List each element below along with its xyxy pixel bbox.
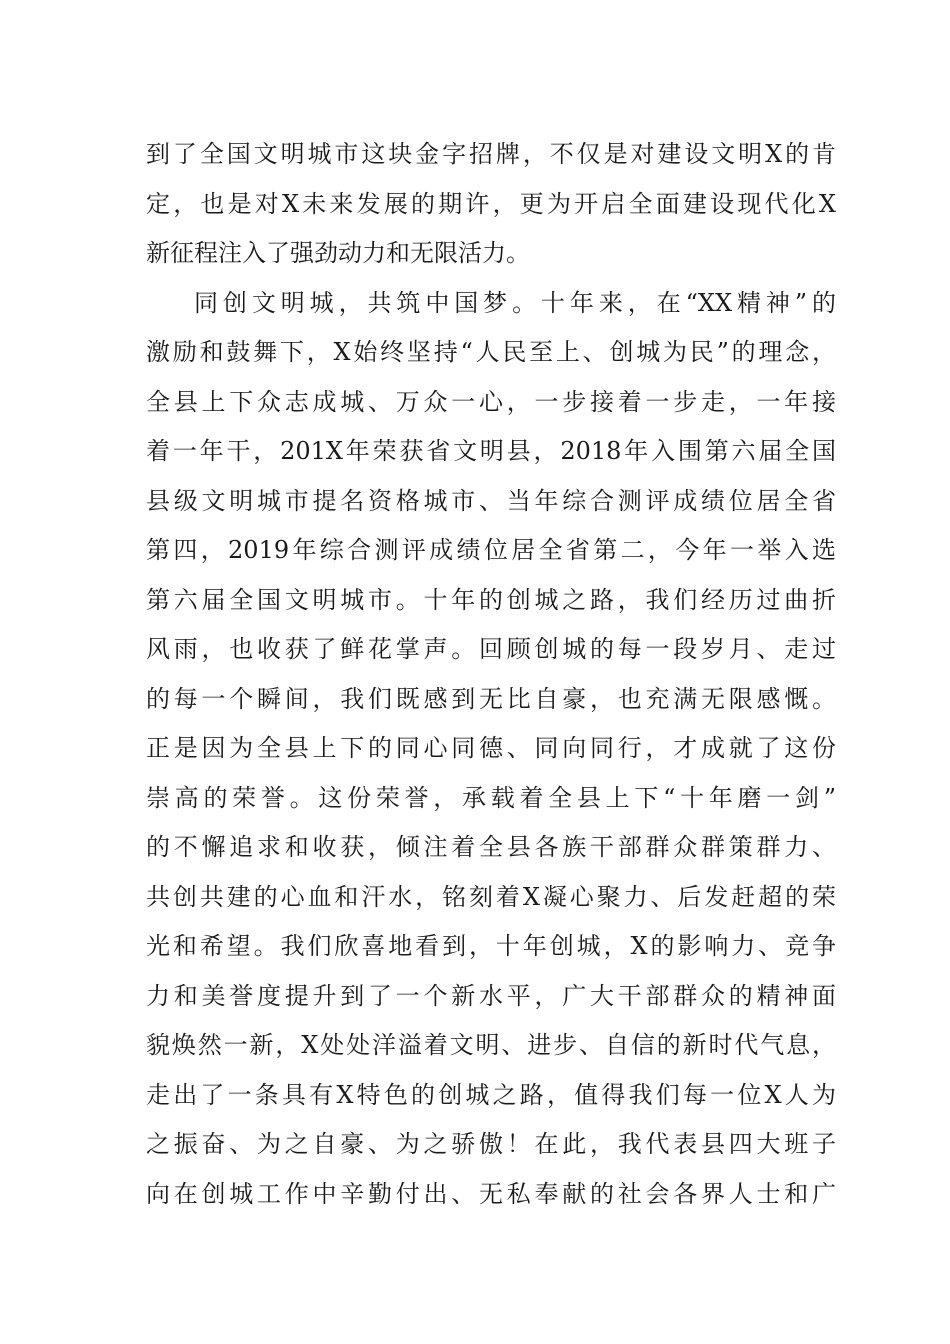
- text-line: 激励和鼓舞下，X始终坚持“人民至上、创城为民”的理念，: [146, 338, 836, 366]
- text-line: 之振奋、为之自豪、为之骄傲！在此，我代表县四大班子: [146, 1130, 836, 1158]
- text-line: 到了全国文明城市这块金字招牌，不仅是对建设文明X的肯: [146, 140, 836, 168]
- text-line: 走出了一条具有X特色的创城之路，值得我们每一位X人为: [146, 1080, 836, 1109]
- paragraph-start-line: 同创文明城，共筑中国梦。十年来，在“XX精神”的: [194, 288, 836, 317]
- text-line: 共创共建的心血和汗水，铭刻着X凝心聚力、后发赶超的荣: [146, 882, 836, 911]
- text-line: 新征程注入了强劲动力和无限活力。: [146, 239, 530, 267]
- text-line: 光和希望。我们欣喜地看到，十年创城，X的影响力、竞争: [146, 932, 836, 960]
- text-line: 貌焕然一新，X处处洋溢着文明、进步、自信的新时代气息，: [146, 1031, 836, 1059]
- text-line: 定，也是对X未来发展的期许，更为开启全面建设现代化X: [146, 189, 836, 218]
- text-line: 正是因为全县上下的同心同德、同向同行，才成就了这份: [146, 734, 836, 762]
- text-line: 着一年干，201X年荣获省文明县，2018年入围第六届全国: [146, 437, 836, 465]
- text-line: 的不懈追求和收获，倾注着全县各族干部群众群策群力、: [146, 833, 836, 861]
- text-line: 崇高的荣誉。这份荣誉，承载着全县上下“十年磨一剑”: [146, 783, 836, 812]
- text-line: 第四，2019年综合测评成绩位居全省第二，今年一举入选: [146, 536, 836, 564]
- text-line: 的每一个瞬间，我们既感到无比自豪，也充满无限感慨。: [146, 684, 836, 713]
- text-line: 力和美誉度提升到了一个新水平，广大干部群众的精神面: [146, 981, 836, 1010]
- body-text: [146, 130, 836, 1219]
- text-line: 县级文明城市提名资格城市、当年综合测评成绩位居全省: [146, 486, 836, 515]
- text-line: 全县上下众志成城、万众一心，一步接着一步走，一年接: [146, 387, 836, 416]
- text-line: 向在创城工作中辛勤付出、无私奉献的社会各界人士和广: [146, 1179, 836, 1208]
- text-line: 第六届全国文明城市。十年的创城之路，我们经历过曲折: [146, 585, 836, 614]
- text-line: 风雨，也收获了鲜花掌声。回顾创城的每一段岁月、走过: [146, 635, 836, 663]
